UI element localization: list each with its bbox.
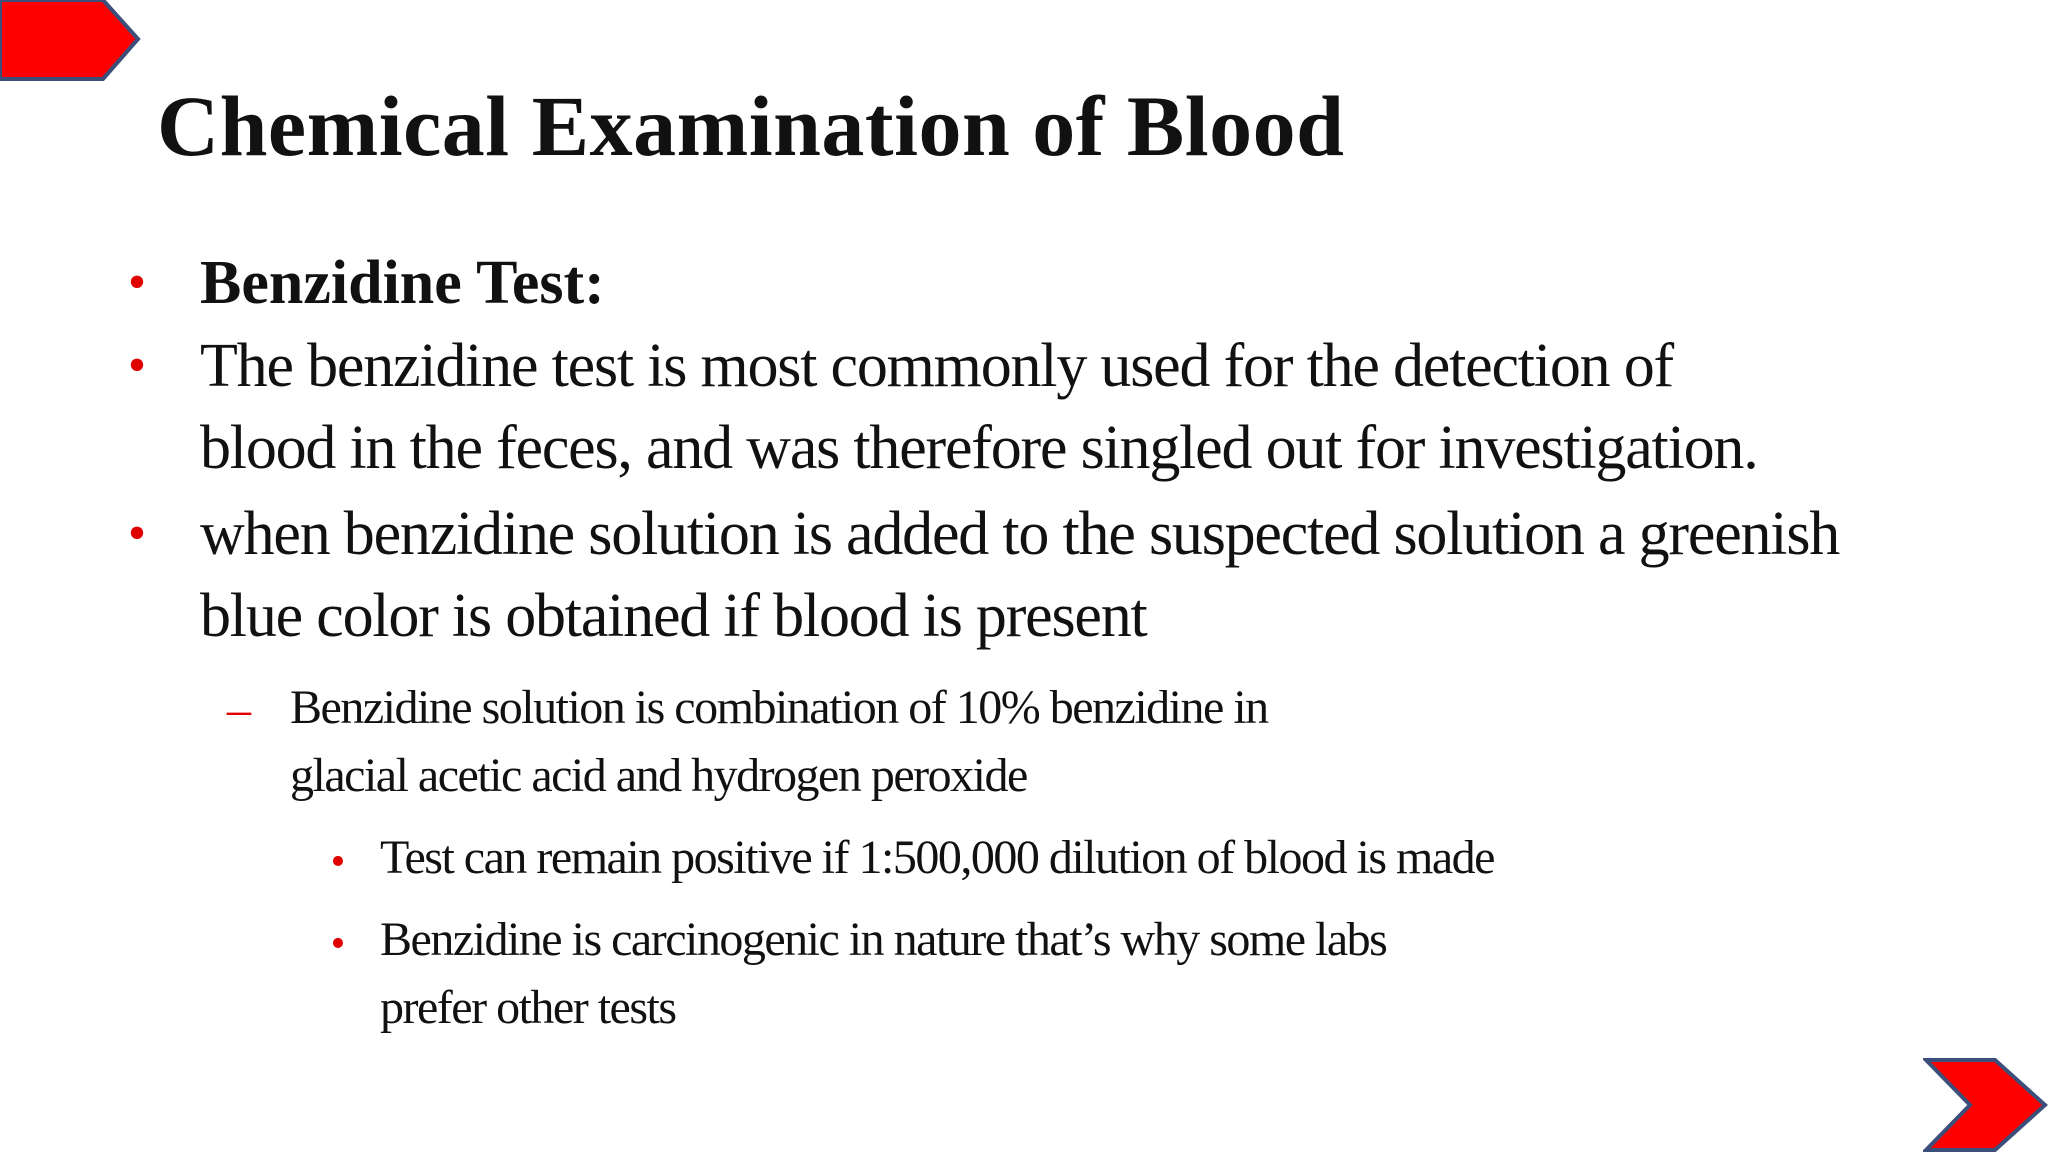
sub-sub-bullet-line: Test can remain positive if 1:500,000 dilution of blood is made [380,831,1494,884]
bullet-marker: • [330,839,346,885]
sub-bullet-solution-composition [222,674,1502,810]
bullet-line: when benzidine solution is added to the suspected solution a greenish [200,500,1840,568]
bullet-text [200,493,1852,657]
bullet-benzidine-result [122,493,1852,657]
bullet-text [200,325,1852,489]
bullet-line: blood in the feces, and was therefore singled out for investigation. [200,414,1758,482]
bullet-benzidine-test [122,242,1852,324]
bullet-line: Benzidine Test: [200,249,605,317]
bullet-marker: • [127,505,147,562]
bullet-marker: • [330,921,346,967]
sub-sub-bullet-text [380,824,1680,892]
sub-bullet-line: Benzidine solution is combination of 10% benzidine in [290,681,1268,734]
red-chevron-icon [1923,1058,2048,1152]
dash-marker: – [227,683,251,736]
bullet-marker: • [127,337,147,394]
bullet-line: The benzidine test is most commonly used for the detection of [200,332,1673,400]
bullet-text [200,242,1852,324]
slide-title: Chemical Examination of Blood [157,78,1345,174]
sub-bullet-text [290,674,1490,810]
sub-sub-bullet-line: prefer other tests [380,981,676,1034]
red-arrow-tag-icon [0,0,142,82]
bullet-marker: • [127,254,147,311]
sub-sub-bullet-text [380,906,1680,1042]
sub-sub-bullet-line: Benzidine is carcinogenic in nature that’s why some labs [380,913,1387,966]
sub-sub-bullet-carcinogenic [326,906,1726,1042]
bullet-line: blue color is obtained if blood is present [200,582,1147,650]
sub-sub-bullet-dilution [326,824,1726,892]
bullet-benzidine-usage [122,325,1852,489]
sub-bullet-line: glacial acetic acid and hydrogen peroxide [290,749,1027,802]
